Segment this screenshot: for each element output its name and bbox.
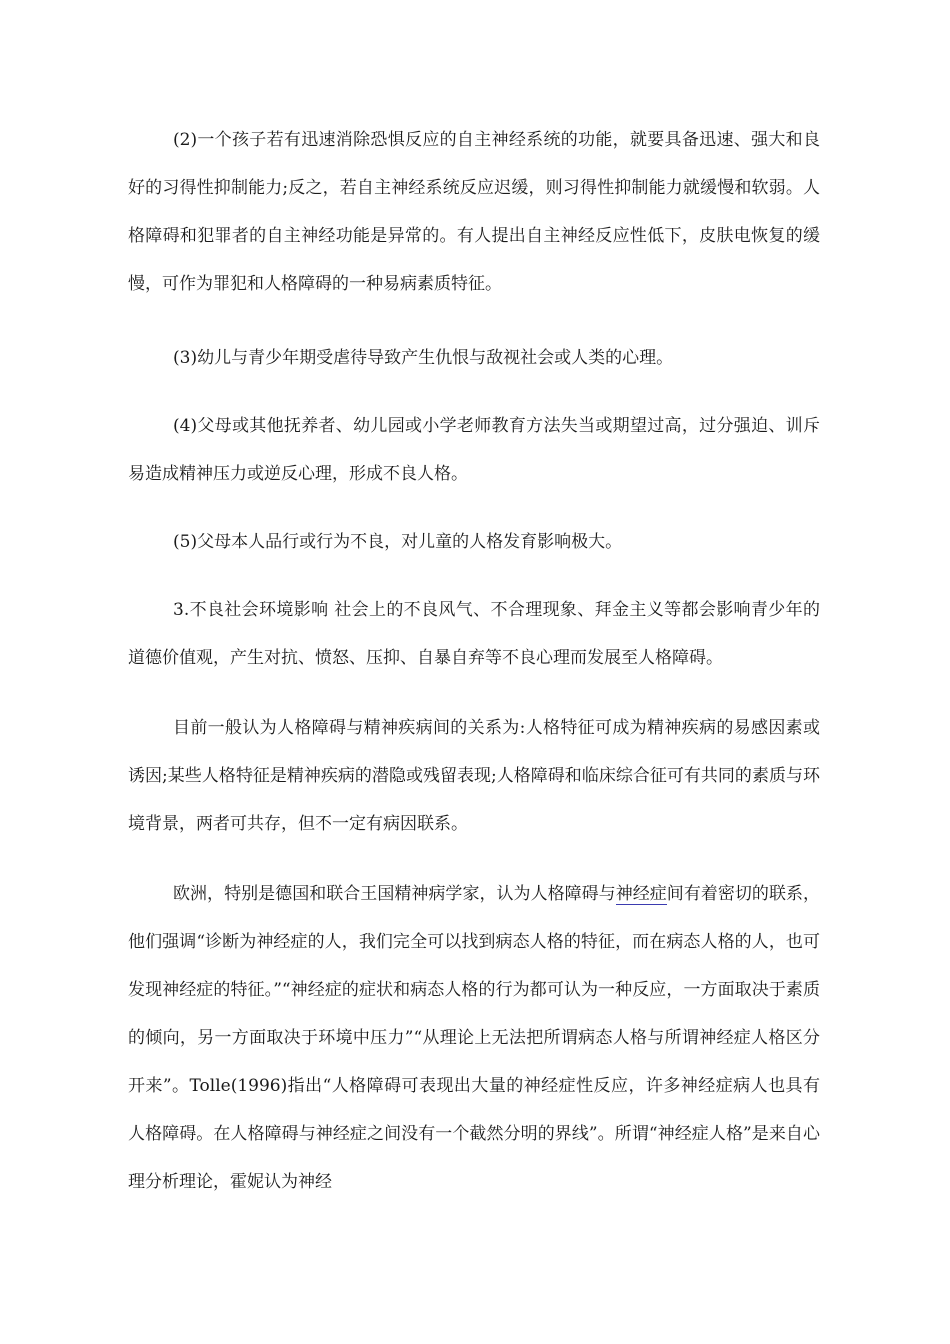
paragraph-neurosis [128,870,820,1206]
paragraph-social-environment: 3.不良社会环境影响 社会上的不良风气、不合理现象、拜金主义等都会影响青少年的道德价值观，产生对抗、愤怒、压抑、自暴自弃等不良心理而发展至人格障碍。 [128,600,820,668]
paragraph-autonomic-nervous: (2)一个孩子若有迅速消除恐惧反应的自主神经系统的功能，就要具备迅速、强大和良好的习得性抑制能力;反之，若自主神经系统反应迟缓，则习得性抑制能力就缓慢和软弱。人格障碍和犯罪者的自主神经功能是异常的。有人提出自主神经反应性低下，皮肤电恢复的缓慢，可作为罪犯和人格障碍的一种易病素质特征。 [128,130,820,294]
paragraph-parenting-methods: (4)父母或其他抚养者、幼儿园或小学老师教育方法失当或期望过高，过分强迫、训斥易造成精神压力或逆反心理，形成不良人格。 [128,416,820,484]
paragraph-neurosis-text-before: 欧洲，特别是德国和联合王国精神病学家，认为人格障碍与 [173,884,616,904]
neurosis-link[interactable]: 神经症 [615,884,667,904]
paragraph-relation-mental-illness: 目前一般认为人格障碍与精神疾病间的关系为:人格特征可成为精神疾病的易感因素或诱因;某些人格特征是精神疾病的潜隐或残留表现;人格障碍和临床综合征可有共同的素质与环境背景，两者可共存，但不一定有病因联系。 [128,718,820,834]
paragraph-parent-conduct: (5)父母本人品行或行为不良，对儿童的人格发育影响极大。 [173,532,623,552]
paragraph-abuse: (3)幼儿与青少年期受虐待导致产生仇恨与敌视社会或人类的心理。 [173,348,674,368]
paragraph-neurosis-text-after: 间有着密切的联系，他们强调“诊断为神经症的人，我们完全可以找到病态人格的特征，而在病态人格的人，也可发现神经症的特征。”“神经症的症状和病态人格的行为都可认为一种反应，一方面取决于素质的倾向，另一方面取决于环境中压力”“从理论上无法把所谓病态人格与所谓神经症人格区分开来”。Tolle(1996)指出“人格障碍可表现出大量的神经症性反应，许多神经症病人也具有人格障碍。在人格障碍与神经症之间没有一个截然分明的界线”。所谓“神经症人格”是来自心理分析理论，霍妮认为神经 [128,884,821,1192]
